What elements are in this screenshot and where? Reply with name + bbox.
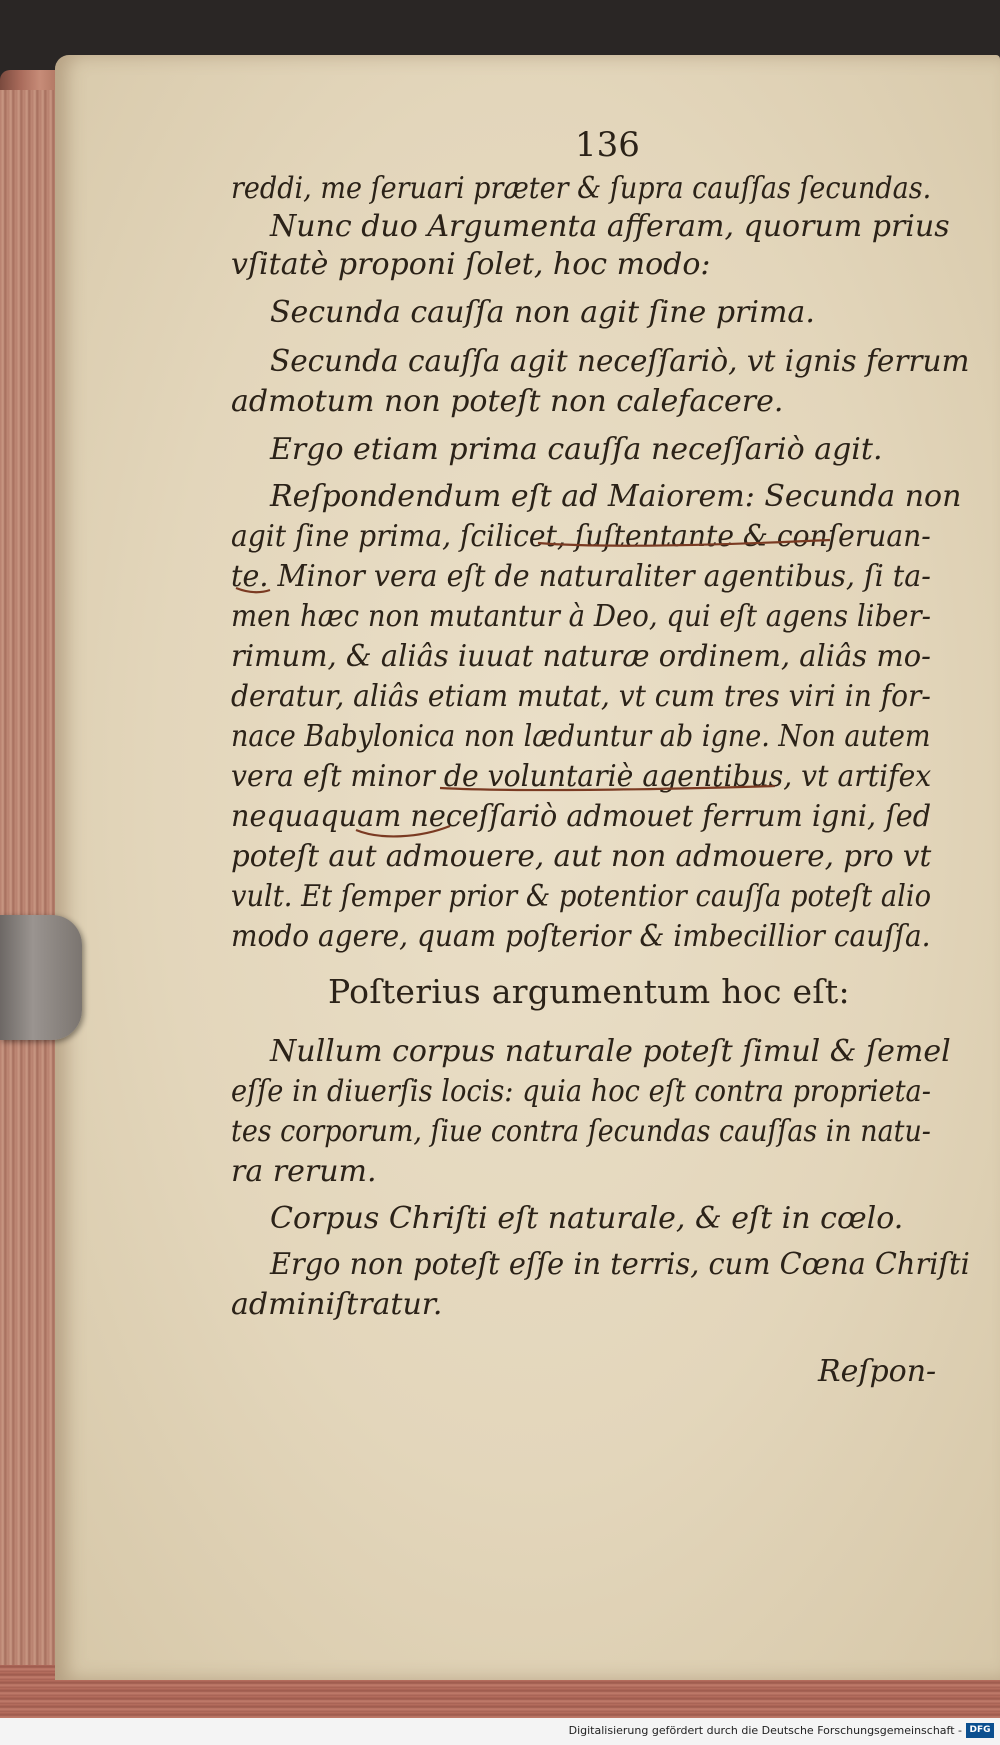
text-line: rimum, & aliâs iuuat naturæ ordinem, aliâs mo- xyxy=(231,639,931,674)
text-line: Reſpondendum eſt ad Maiorem: Secunda non xyxy=(270,479,962,514)
text-line: Corpus Chriſti eſt naturale, & eſt in cœlo. xyxy=(270,1201,904,1236)
text-line: Secunda cauſſa agit neceſſariò, vt ignis ferrum xyxy=(270,344,970,379)
section-heading: Poſterius argumentum hoc eſt: xyxy=(328,972,850,1011)
page-number: 136 xyxy=(575,125,640,165)
text-line: modo agere, quam poſterior & imbecillior cauſſa. xyxy=(231,919,931,954)
text-line: Secunda cauſſa non agit ſine prima. xyxy=(270,295,815,330)
text-line: tes corporum, ſiue contra ſecundas cauſſas in natu- xyxy=(231,1114,931,1149)
footer-bar xyxy=(0,1718,1000,1745)
text-line: Ergo non poteſt eſſe in terris, cum Cœna Chriſti xyxy=(270,1247,970,1282)
text-line: poteſt aut admouere, aut non admouere, pro vt xyxy=(231,839,932,874)
text-line: ra rerum. xyxy=(231,1154,377,1189)
catchword: Reſpon- xyxy=(818,1354,937,1389)
text-line: eſſe in diuerſis locis: quia hoc eſt contra proprieta- xyxy=(231,1074,932,1109)
text-line: vſitatè proponi ſolet, hoc modo: xyxy=(231,247,711,282)
text-line: Nunc duo Argumenta afferam, quorum prius xyxy=(270,209,950,244)
text-line: admotum non poteſt non calefacere. xyxy=(231,384,784,419)
text-line: reddi, me ſeruari præter & ſupra cauſſas ſecundas. xyxy=(231,171,932,206)
text-line: nequaquam neceſſariò admouet ferrum igni, ſed xyxy=(231,799,932,834)
text-line: vult. Et ſemper prior & potentior cauſſa poteſt alio xyxy=(231,879,932,914)
text-line: vera eſt minor de voluntariè agentibus, vt artifex xyxy=(231,759,932,794)
dfg-logo: DFG xyxy=(966,1723,994,1738)
footer-credit: Digitalisierung gefördert durch die Deutsche Forschungsgemeinschaft - xyxy=(568,1724,962,1737)
book-clasp xyxy=(0,915,82,1040)
page-edges-left xyxy=(0,90,60,1690)
text-line: nace Babylonica non læduntur ab igne. Non autem xyxy=(231,719,931,754)
text-line: men hæc non mutantur à Deo, qui eſt agens liber- xyxy=(231,599,931,634)
text-line: Nullum corpus naturale poteſt ſimul & ſemel xyxy=(270,1034,951,1069)
text-line: Ergo etiam prima cauſſa neceſſariò agit. xyxy=(270,432,883,467)
text-line: deratur, aliâs etiam mutat, vt cum tres viri in for- xyxy=(231,679,931,714)
text-line: te. Minor vera eſt de naturaliter agentibus, ſi ta- xyxy=(231,559,931,594)
text-line: agit ſine prima, ſcilicet, ſuſtentante & conſeruan- xyxy=(231,519,931,554)
text-line: adminiſtratur. xyxy=(231,1287,443,1322)
